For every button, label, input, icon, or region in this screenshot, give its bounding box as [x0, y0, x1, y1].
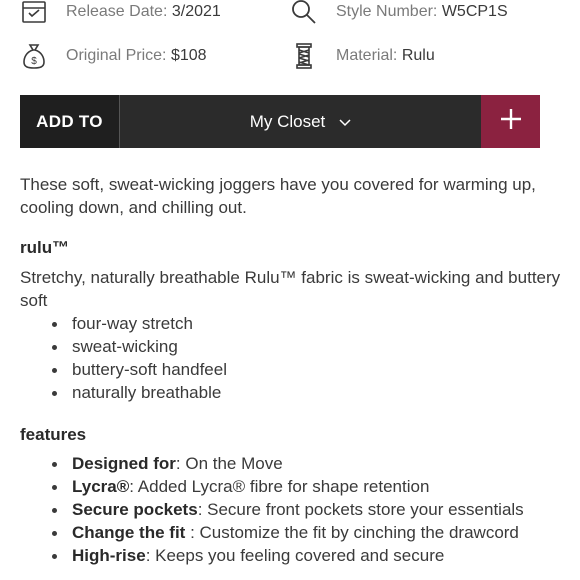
- list-item: [52, 498, 524, 521]
- feature-text: : Secure front pockets store your essentials: [197, 500, 524, 519]
- search-icon: [290, 0, 318, 26]
- style-number-item: [290, 0, 508, 27]
- fabric-heading: rulu™: [20, 238, 70, 257]
- release-date-value: 3/2021: [171, 3, 221, 20]
- feature-title: Lycra®: [72, 477, 130, 496]
- feature-title: Secure pockets: [72, 500, 198, 519]
- money-bag-icon: [20, 42, 48, 70]
- closet-dropdown[interactable]: [120, 95, 481, 148]
- list-item: [52, 452, 524, 475]
- style-number-value: W5CP1S: [441, 3, 508, 20]
- feature-text: : Keeps you feeling covered and secure: [145, 546, 445, 565]
- list-item: four-way stretch: [52, 312, 227, 335]
- style-number-text: Style Number: W5CP1S: [336, 3, 508, 20]
- feature-title: Designed for: [72, 454, 176, 473]
- feature-text: : On the Move: [175, 454, 283, 473]
- feature-title: Change the fit: [72, 523, 186, 542]
- product-description: These soft, sweat-wicking joggers have you covered for warming up, cooling down, and chilling out.: [20, 175, 536, 217]
- add-button[interactable]: [481, 95, 540, 148]
- list-item: naturally breathable: [52, 381, 227, 404]
- material-text: Material: Rulu: [336, 47, 435, 64]
- closet-dropdown-label: My Closet: [249, 111, 326, 131]
- original-price-value: $108: [170, 47, 207, 64]
- svg-text:$: $: [31, 56, 37, 67]
- list-item: buttery-soft handfeel: [52, 358, 227, 381]
- release-date-item: [20, 0, 221, 27]
- list-item: [52, 544, 524, 567]
- material-value: Rulu: [401, 47, 435, 64]
- release-date-text: Release Date: 3/2021: [66, 3, 221, 20]
- features-heading: features: [20, 425, 87, 444]
- feature-text: : Customize the fit by cinching the drawcord: [185, 523, 519, 542]
- original-price-text: Original Price: $108: [66, 47, 207, 64]
- fabric-spool-icon: [290, 42, 318, 70]
- add-to-button[interactable]: ADD TO: [20, 95, 120, 148]
- fabric-bullet-list: [52, 312, 227, 404]
- calendar-icon: [20, 0, 48, 26]
- features-list: [52, 452, 524, 567]
- chevron-down-icon: [339, 112, 351, 132]
- plus-icon: [500, 108, 522, 135]
- original-price-item: [20, 41, 207, 71]
- add-to-closet-bar: [20, 95, 540, 148]
- feature-text: : Added Lycra® fibre for shape retention: [129, 477, 430, 496]
- meta-row-1: [0, 0, 580, 27]
- fabric-description: Stretchy, naturally breathable Rulu™ fabric is sweat-wicking and buttery soft: [20, 268, 561, 310]
- material-item: [290, 41, 435, 71]
- list-item: sweat-wicking: [52, 335, 227, 358]
- list-item: [52, 521, 524, 544]
- feature-title: High-rise: [72, 546, 146, 565]
- list-item: [52, 475, 524, 498]
- meta-row-2: [0, 41, 580, 71]
